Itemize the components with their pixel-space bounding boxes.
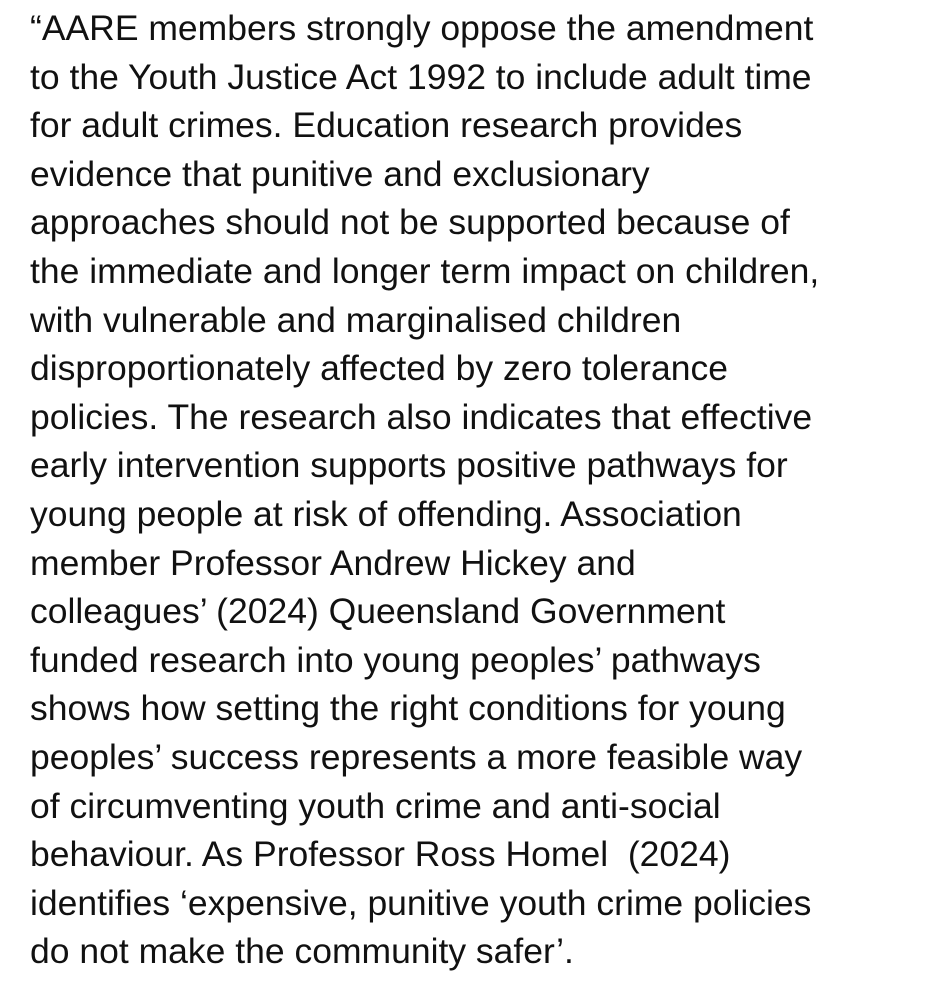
quote-line: identifies ‘expensive, punitive youth crime policies — [30, 882, 812, 923]
quote-line: member Professor Andrew Hickey and — [30, 542, 636, 583]
quote-line: disproportionately affected by zero tolerance — [30, 348, 728, 389]
quote-line: colleagues’ (2024) Queensland Government — [30, 591, 726, 632]
quote-line: with vulnerable and marginalised children — [30, 299, 682, 340]
quote-line: to the Youth Justice Act 1992 to include adult time — [30, 56, 812, 97]
quote-line: of circumventing youth crime and anti-social — [30, 785, 721, 826]
quote-line: early intervention supports positive pathways for — [30, 445, 788, 486]
quote-line: funded research into young peoples’ pathways — [30, 639, 761, 680]
quote-line: do not make the community safer’. — [30, 931, 574, 972]
quote-line: the immediate and longer term impact on children, — [30, 250, 820, 291]
quote-paragraph — [30, 4, 819, 976]
quote-line: “AARE members strongly oppose the amendment — [30, 8, 814, 48]
quote-line: policies. The research also indicates that effective — [30, 396, 813, 437]
quote-line: young people at risk of offending. Association — [30, 493, 742, 534]
quote-line: shows how setting the right conditions for young — [30, 688, 786, 729]
quote-line: peoples’ success represents a more feasible way — [30, 736, 803, 777]
quote-line: approaches should not be supported because of — [30, 202, 790, 243]
quote-line: behaviour. As Professor Ross Homel (2024) — [30, 834, 731, 875]
quote-line: for adult crimes. Education research provides — [30, 105, 743, 146]
quote-line: evidence that punitive and exclusionary — [30, 153, 650, 194]
